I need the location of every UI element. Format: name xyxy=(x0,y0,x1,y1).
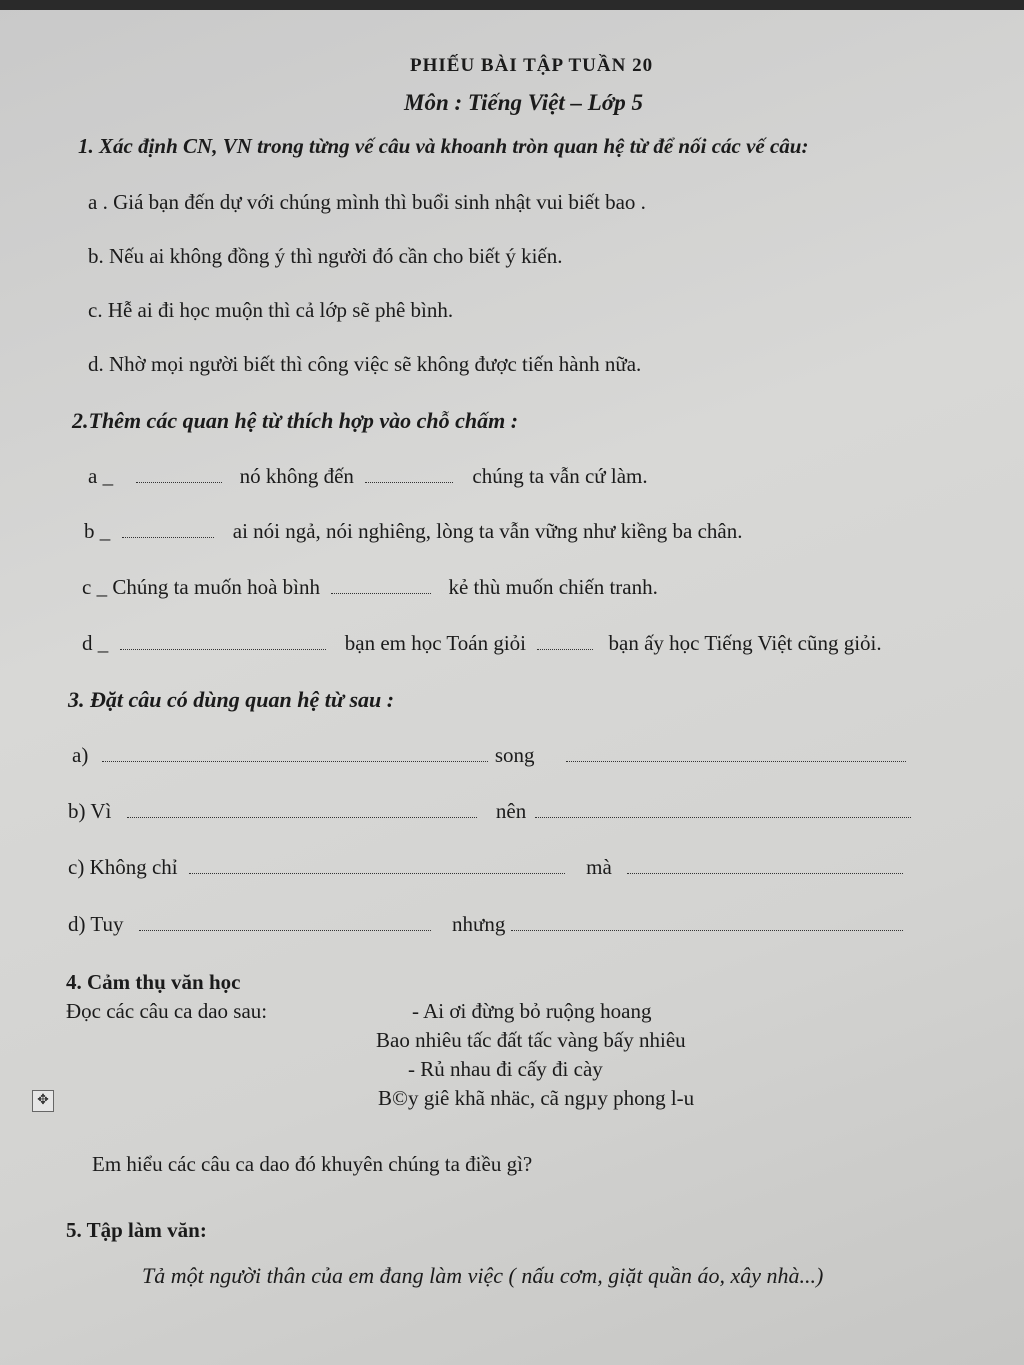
q2-b-label: b _ xyxy=(84,519,111,543)
screen-top-edge xyxy=(0,0,1024,10)
q4-heading: 4. Cảm thụ văn học xyxy=(66,970,241,994)
q2-a-mid: nó không đến xyxy=(239,464,354,488)
q5-heading: 5. Tập làm văn: xyxy=(66,1218,207,1242)
q2-d-blank-1[interactable] xyxy=(120,635,326,650)
q2-c-end: kẻ thù muốn chiến tranh. xyxy=(448,575,658,599)
poem-line-1: - Ai ơi đừng bỏ ruộng hoang xyxy=(412,999,652,1023)
q3-a-blank-2[interactable] xyxy=(566,747,906,762)
q2-c-label: c _ Chúng ta muốn hoà bình xyxy=(82,575,320,599)
q3-c-blank-1[interactable] xyxy=(189,859,565,874)
q2-d-label: d _ xyxy=(82,631,109,655)
q3-a-blank-1[interactable] xyxy=(102,747,488,762)
poem-line-3: - Rủ nhau đi cấy đi cày xyxy=(408,1057,603,1081)
q1-heading: 1. Xác định CN, VN trong từng vế câu và khoanh tròn quan hệ từ để nối các vế câu: xyxy=(78,134,809,158)
subject-line: Môn : Tiếng Việt – Lớp 5 xyxy=(404,90,643,115)
q3-a-connector: song xyxy=(494,743,535,767)
q2-b-mid: ai nói ngả, nói nghiêng, lòng ta vẫn vững như kiềng ba chân. xyxy=(232,519,743,543)
q1-item-d: d. Nhờ mọi người biết thì công việc sẽ không được tiến hành nữa. xyxy=(88,352,642,376)
page-title: PHIẾU BÀI TẬP TUẦN 20 xyxy=(410,55,654,76)
q1-item-a: a . Giá bạn đến dự với chúng mình thì buổi sinh nhật vui biết bao . xyxy=(88,190,646,214)
q1-item-b: b. Nếu ai không đồng ý thì người đó cần cho biết ý kiến. xyxy=(88,244,563,268)
q2-d-mid: bạn em học Toán giỏi xyxy=(344,631,527,655)
q3-b-blank-2[interactable] xyxy=(535,803,911,818)
q3-d-label: d) Tuy xyxy=(68,912,124,936)
q2-d-end: bạn ấy học Tiếng Việt cũng giỏi. xyxy=(608,631,882,655)
q3-d-blank-2[interactable] xyxy=(511,916,903,931)
q2-a-blank-1[interactable] xyxy=(136,468,222,483)
q3-c-connector: mà xyxy=(586,855,612,879)
poem-line-4: B©y giê khã nhäc, cã ngµy phong l-u xyxy=(378,1086,695,1110)
poem-line-2: Bao nhiêu tấc đất tấc vàng bấy nhiêu xyxy=(376,1028,686,1052)
q2-row-c xyxy=(82,575,658,600)
q2-row-a xyxy=(88,464,648,489)
q5-task: Tả một người thân của em đang làm việc ( nấu cơm, giặt quần áo, xây nhà...) xyxy=(142,1263,824,1288)
q2-row-d xyxy=(82,631,882,656)
q3-d-blank-1[interactable] xyxy=(139,916,431,931)
table-move-handle-icon[interactable]: ✥ xyxy=(32,1090,54,1112)
q3-a-label: a) xyxy=(72,743,89,767)
q2-row-b xyxy=(84,519,743,544)
q4-intro: Đọc các câu ca dao sau: xyxy=(66,999,268,1023)
q3-row-b xyxy=(68,799,911,824)
q3-b-connector: nên xyxy=(495,799,527,823)
q3-row-a xyxy=(72,743,906,768)
q2-c-blank-1[interactable] xyxy=(331,579,431,594)
q3-c-blank-2[interactable] xyxy=(627,859,903,874)
worksheet-page xyxy=(0,10,1024,1365)
q3-b-label: b) Vì xyxy=(68,799,112,823)
q3-row-c xyxy=(68,855,903,880)
q2-heading: 2.Thêm các quan hệ từ thích hợp vào chỗ chấm : xyxy=(72,408,519,433)
q2-d-blank-2[interactable] xyxy=(537,635,593,650)
q2-a-label: a _ xyxy=(88,464,114,488)
q3-row-d xyxy=(68,912,903,937)
q2-a-blank-2[interactable] xyxy=(365,468,453,483)
q2-b-blank-1[interactable] xyxy=(122,523,214,538)
q2-a-end: chúng ta vẫn cứ làm. xyxy=(472,464,648,488)
q3-b-blank-1[interactable] xyxy=(127,803,477,818)
q1-item-c: c. Hễ ai đi học muộn thì cả lớp sẽ phê bình. xyxy=(88,298,454,322)
q3-d-connector: nhưng xyxy=(451,912,506,936)
q4-question: Em hiểu các câu ca dao đó khuyên chúng ta điều gì? xyxy=(92,1152,533,1176)
q3-c-label: c) Không chỉ xyxy=(68,855,178,879)
q3-heading: 3. Đặt câu có dùng quan hệ từ sau : xyxy=(68,687,395,712)
